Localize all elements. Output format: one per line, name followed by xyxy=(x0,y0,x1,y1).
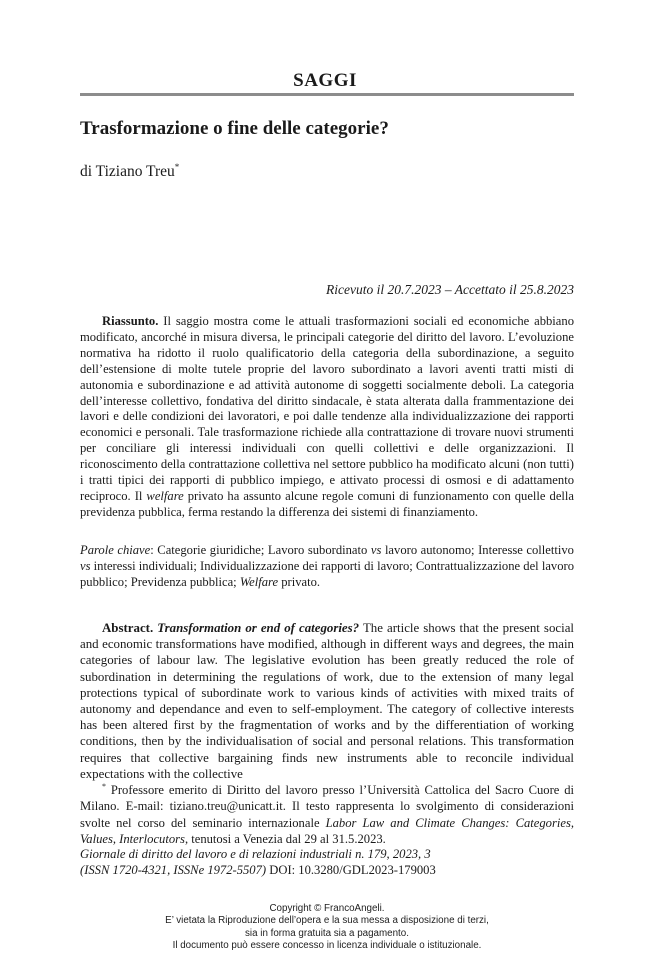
journal-name: Giornale di diritto del lavoro e di relazioni industriali n. 179, 2023, 3 xyxy=(80,847,431,861)
abstract-paragraph xyxy=(80,620,574,782)
keywords-vs-1: vs xyxy=(370,543,382,557)
summary-paragraph xyxy=(80,314,574,521)
section-divider xyxy=(80,93,574,96)
keywords-part-2: lavoro autonomo; Interesse collettivo xyxy=(384,543,574,557)
copyright-line-2: E’ vietata la Riproduzione dell’opera e la sua messa a disposizione di terzi, xyxy=(165,915,489,927)
footnote-text-1: Professore emerito di Diritto del lavoro presso l’Università Cattolica del Sacro Cuore di Milano. E-mail: tiziano.treu@unicatt.it. Il testo rappresenta lo svolgimento di considerazioni svolte nel corso del seminario internazionale xyxy=(80,783,574,830)
footnote-mark: * xyxy=(102,782,106,791)
keywords-vs-2: vs xyxy=(80,558,91,573)
abstract-title: Transformation or end of categories? xyxy=(157,621,360,635)
keywords-part-1: : Categorie giuridiche; Lavoro subordinato xyxy=(150,543,368,557)
summary-welfare: welfare xyxy=(146,488,184,503)
copyright-line-4: Il documento può essere concesso in licenza individuale o istituzionale. xyxy=(172,939,482,951)
keywords-part-4: privato. xyxy=(281,574,321,589)
author-name: di Tiziano Treu xyxy=(80,163,175,180)
keywords-paragraph xyxy=(80,543,574,591)
journal-citation xyxy=(80,846,574,879)
received-accepted-dates: Ricevuto il 20.7.2023 – Accettato il 25.8.2023 xyxy=(326,282,574,297)
footnote-text-2: , tenutosi a Venezia dal 29 al 31.5.2023. xyxy=(184,831,386,846)
keywords-part-3: interessi individuali; Individualizzazione dei rapporti di lavoro; Contrattualizzazione del lavoro pubblico; Previdenza pubblica; xyxy=(80,558,574,589)
summary-text-1: Il saggio mostra come le attuali trasformazioni sociali ed economiche abbiano modificato, ancorché in misura diversa, le principali categorie del diritto del lavoro. L’evoluzione normativa ha ridotto il ruolo qualificatorio della categoria della subordinazione, a seguito dell’estensione di molte tutele proprie del lavoro subordinato a lavori aventi tratti misti di autonomia e subordinazione e ad attività autonome di soggetti socialmente deboli. La categoria dell’interesse collettivo, fondativa del diritto sindacale, è stata alterata dalla frammentazione dei lavori e delle condizioni dei lavoratori, e poi dalle tendenze alla individualizzazione dei rapporti economici e personali. Tale trasformazione richiede alla contrattazione di trovare nuovi strumenti per conciliare gli interessi individuali con quelli collettivi e delle organizzazioni. Il riconoscimento della contrattazione collettiva nel settore pubblico ha modificato alcuni (non tutti) i tratti tipici dei rapporti di pubblico impiego, e attivato processi di osmosi e di adattamento reciproco. Il xyxy=(80,314,574,503)
journal-issn: (ISSN 1720-4321, ISSNe 1972-5507) xyxy=(80,863,267,878)
author-footnote xyxy=(80,779,574,847)
copyright-notice xyxy=(80,903,574,952)
section-label: SAGGI xyxy=(293,70,357,91)
abstract-text: The article shows that the present social and economic transformations have modified, although in different ways and degrees, the main categories of labour law. The legislative evolution has been greatly reduced the role of subordination in determining the regulations of work, due to the extension of many legal protections typical of subordinate work to various kinds of activities with mixed traits of autonomy and dependance and even to self-employment. The category of collective interests has been altered first by the fragmentation of works and by the differentiation of working conditions, then by the individualisation of social and personal relations. This transformation requires that collective bargaining finds new instruments able to reconcile individual expectations with the collective xyxy=(80,621,574,781)
keywords-label: Parole chiave xyxy=(80,543,151,557)
keywords-welfare: Welfare xyxy=(239,574,279,589)
article-author xyxy=(80,162,179,181)
article-title: Trasformazione o fine delle categorie? xyxy=(80,118,389,139)
copyright-line-3: sia in forma gratuita sia a pagamento. xyxy=(245,927,409,939)
summary-text-2: privato ha assunto alcune regole comuni di funzionamento con quelle della previdenza pubblica, ferma restando la differenza dei sistemi di finanziamento. xyxy=(80,488,574,519)
footnote-seminar-title: Labor Law and Climate Changes: Categories, Values, Interlocutors xyxy=(80,815,574,846)
summary-label: Riassunto. xyxy=(102,314,159,328)
copyright-line-1: Copyright © FrancoAngeli. xyxy=(269,903,385,914)
footnote-marker: * xyxy=(174,162,180,172)
journal-doi: DOI: 10.3280/GDL2023-179003 xyxy=(269,863,436,878)
abstract-label: Abstract. xyxy=(102,621,154,635)
